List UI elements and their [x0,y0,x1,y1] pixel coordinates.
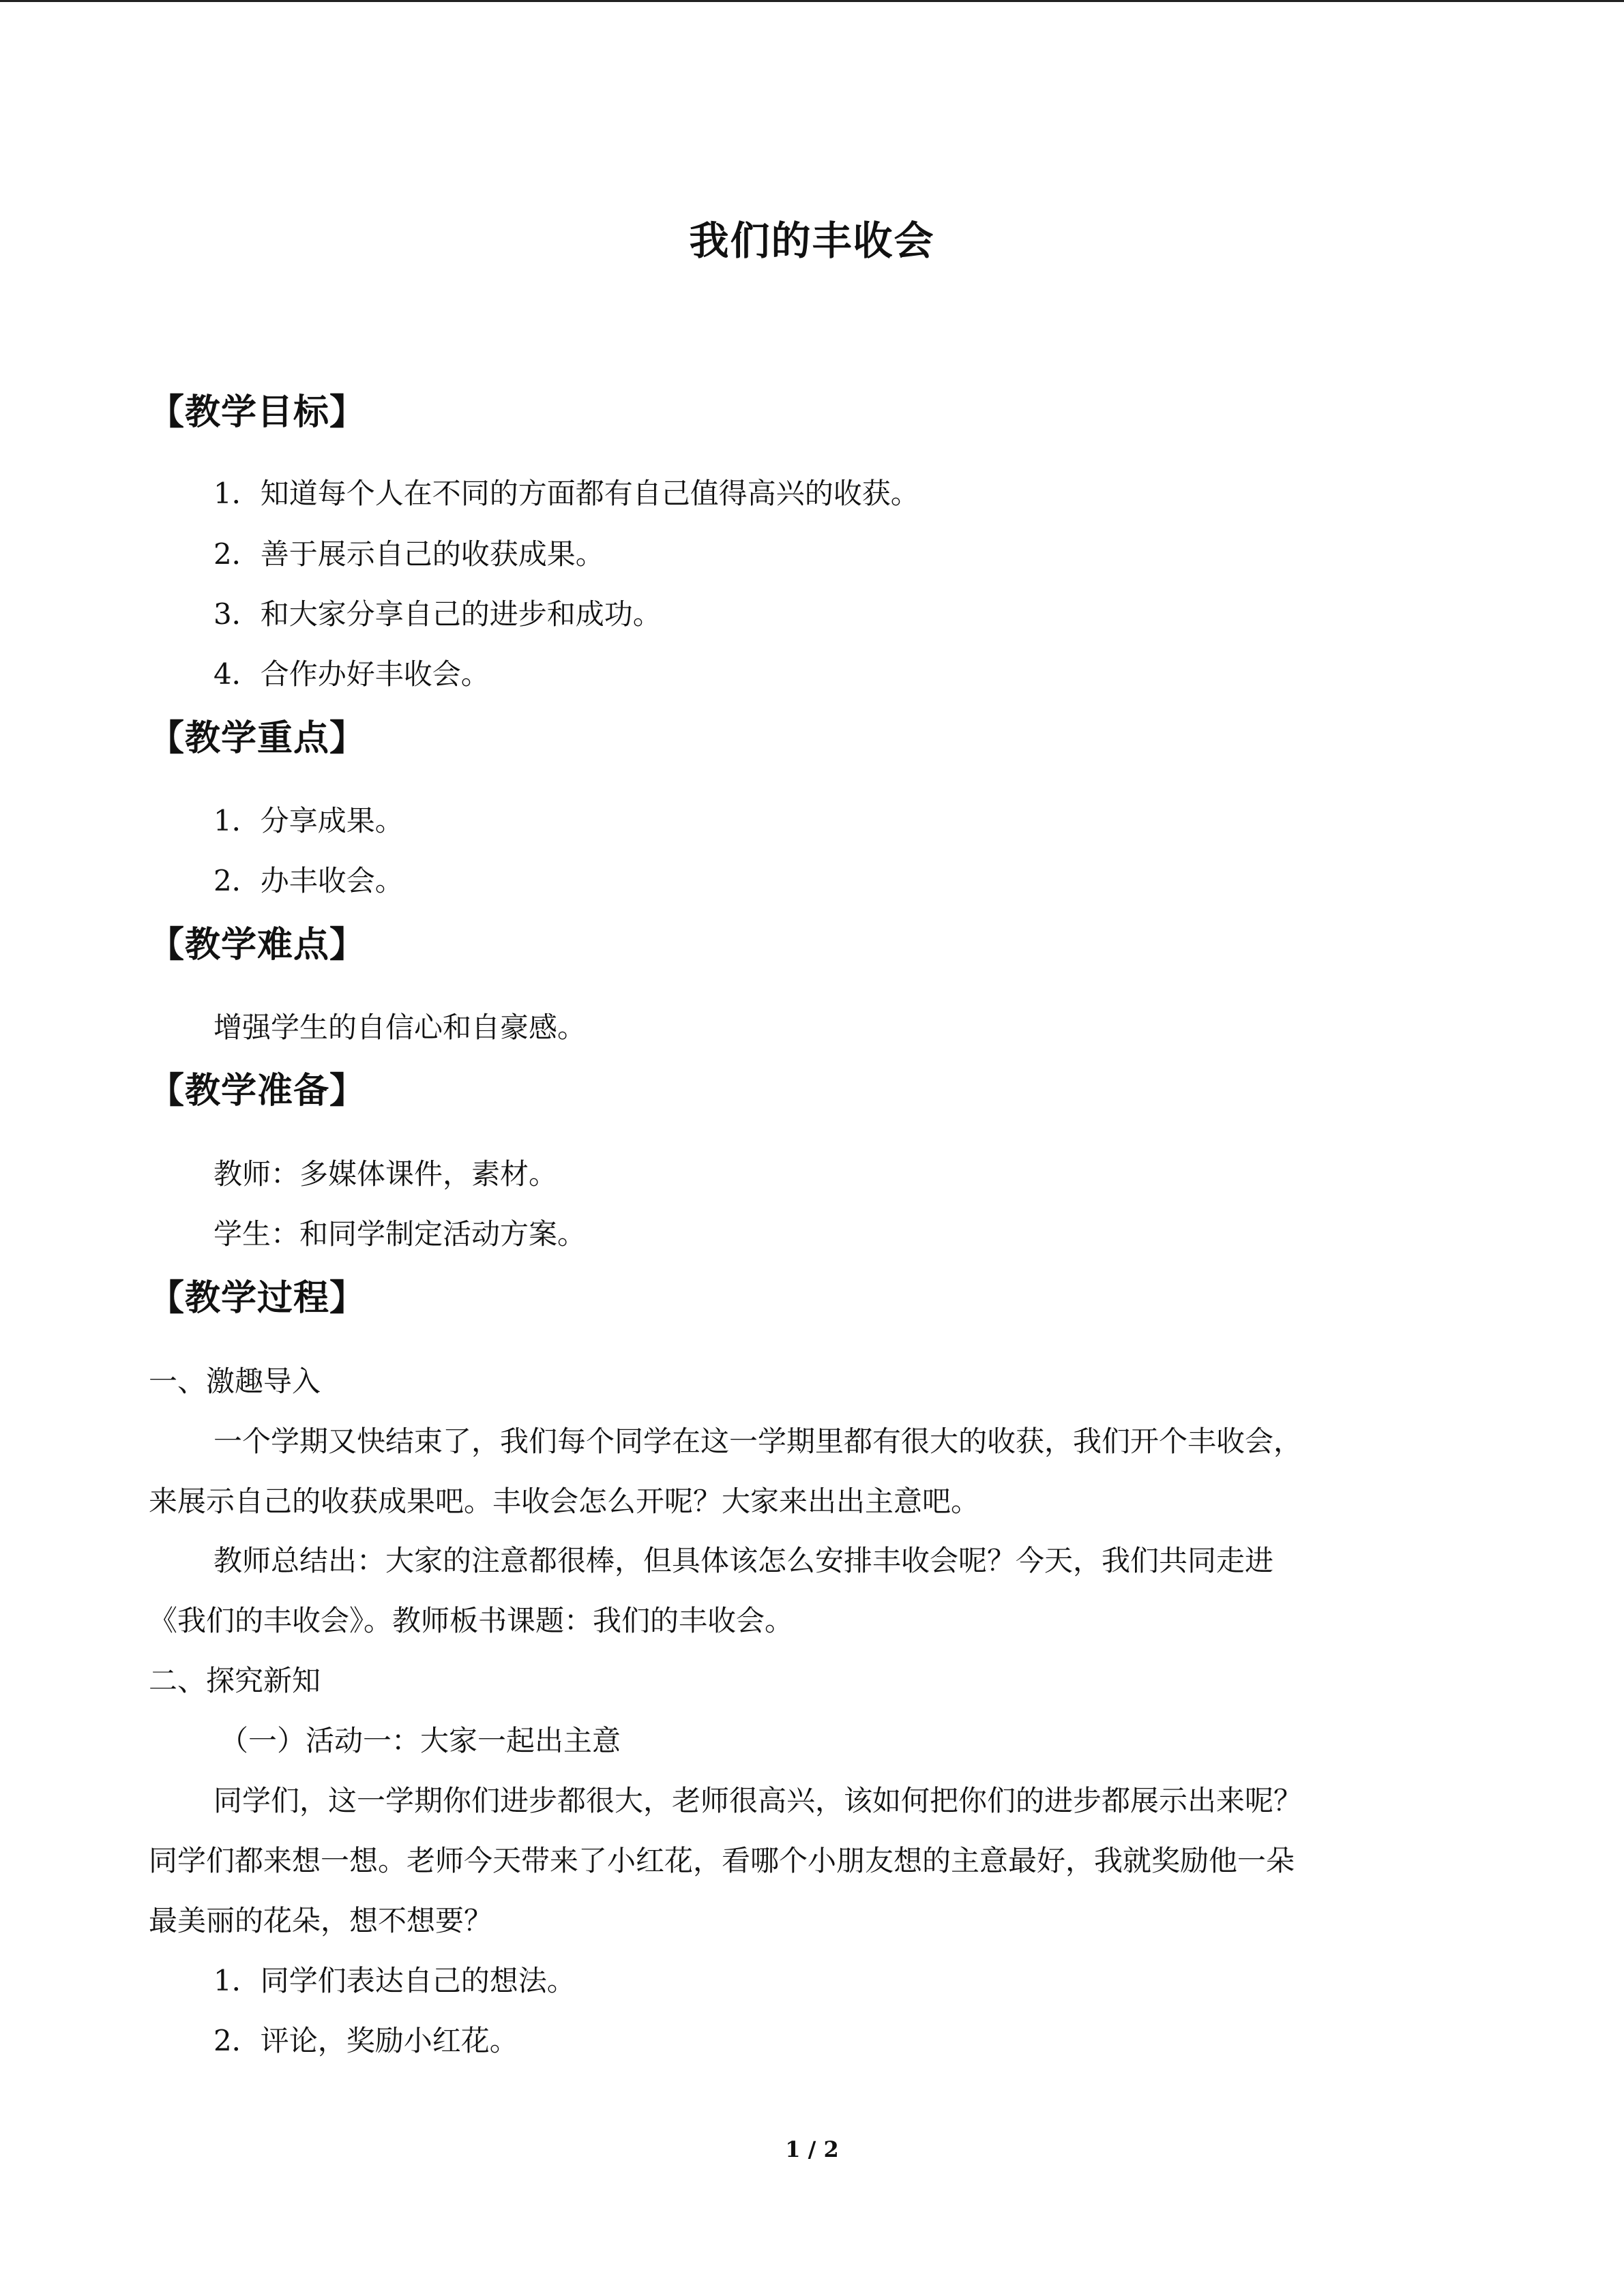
process-step: 1．同学们表达自己的想法。 [213,1964,576,1997]
process-paragraph: 来展示自己的收获成果吧。丰收会怎么开呢？大家来出出主意吧。 [149,1485,980,1518]
document-title: 我们的丰收会 [689,218,935,264]
heading-difficulties: 【教学难点】 [149,925,366,966]
page-number: 1 / 2 [785,2136,839,2162]
process-step: 2．评论，奖励小红花。 [213,2024,518,2057]
goal-item: 3．和大家分享自己的进步和成功。 [213,597,662,631]
process-paragraph: 一个学期又快结束了，我们每个同学在这一学期里都有很大的收获，我们开个丰收会， [213,1425,1303,1458]
process-part2-title: 二、探究新知 [149,1664,321,1697]
preparation-teacher: 教师：多媒体课件，素材。 [213,1157,558,1191]
preparation-student: 学生：和同学制定活动方案。 [213,1217,587,1251]
difficulty-text: 增强学生的自信心和自豪感。 [213,1011,587,1044]
activity1-title: （一）活动一：大家一起出主意 [220,1724,621,1757]
heading-teaching-goals: 【教学目标】 [149,392,366,433]
goal-item: 1．知道每个人在不同的方面都有自己值得高兴的收获。 [213,477,919,510]
process-paragraph: 教师总结出：大家的注意都很棒，但具体该怎么安排丰收会呢？今天，我们共同走进 [213,1544,1274,1577]
goal-item: 2．善于展示自己的收获成果。 [213,537,604,571]
key-point-item: 2．办丰收会。 [213,864,404,897]
process-paragraph: 最美丽的花朵，想不想要？ [149,1904,493,1937]
heading-key-points: 【教学重点】 [149,718,366,759]
process-paragraph: 同学们都来想一想。老师今天带来了小红花，看哪个小朋友想的主意最好，我就奖励他一朵 [149,1844,1295,1877]
heading-process: 【教学过程】 [149,1278,366,1319]
goal-item: 4．合作办好丰收会。 [213,657,490,691]
process-part1-title: 一、激趣导入 [149,1365,321,1398]
process-paragraph: 《我们的丰收会》。教师板书课题：我们的丰收会。 [149,1604,794,1637]
process-paragraph: 同学们，这一学期你们进步都很大，老师很高兴，该如何把你们的进步都展示出来呢？ [213,1784,1303,1817]
key-point-item: 1．分享成果。 [213,804,404,837]
heading-preparation: 【教学准备】 [149,1071,366,1112]
